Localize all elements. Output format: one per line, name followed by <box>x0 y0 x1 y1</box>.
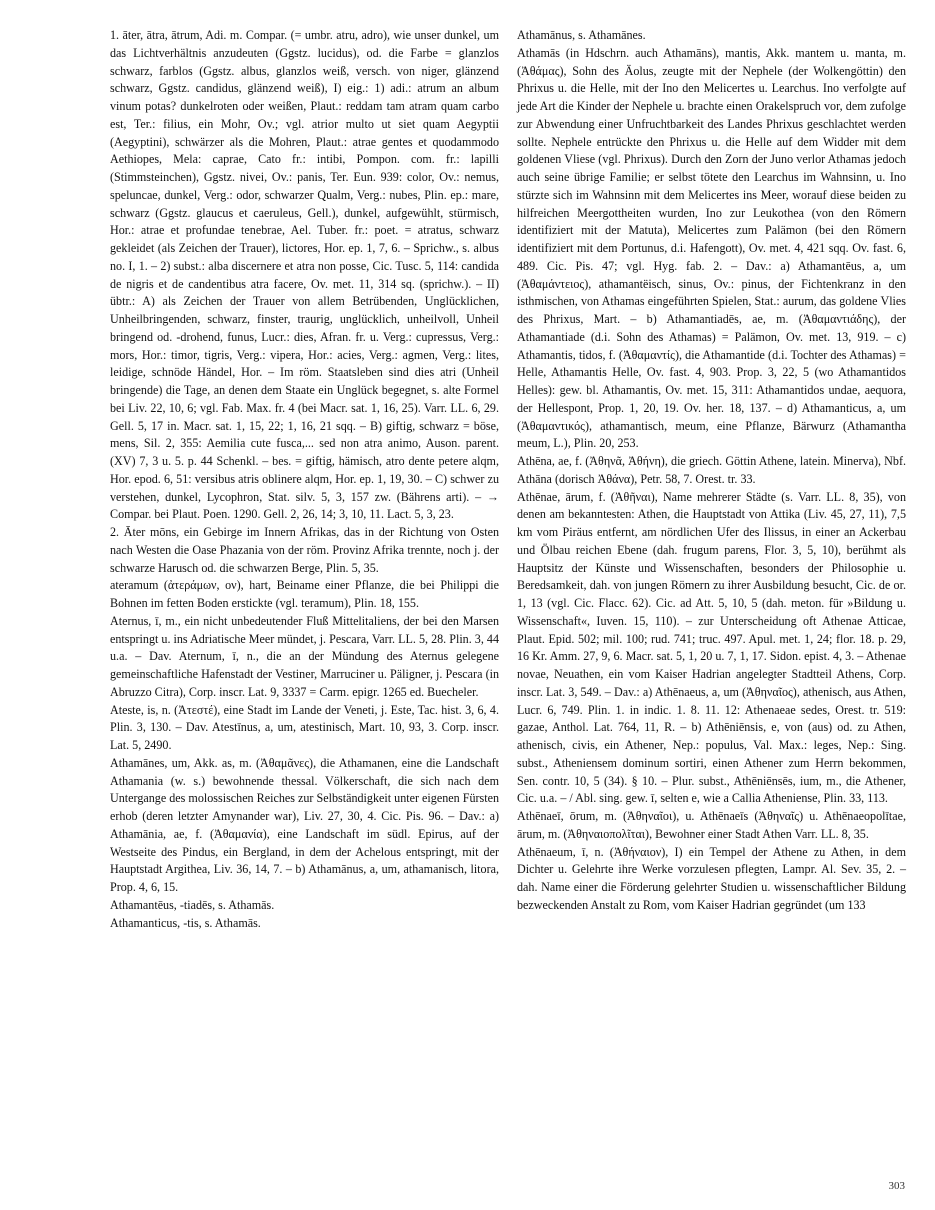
entry-athamas: Athamās (in Hdschrn. auch Athamāns), mantis, Akk. mantem u. manta, m. (Ἀθάμας), Sohn des Äolus, zeugte mit der Nephele (der Wolkengöttin) den Phrixus u. die Helle, mit der Ino den Melicertes u. Learchus. Ino verfolgte auf jede Art die Kinder der Nephele u. brachte einen Orakelspruch vor, dem zufolge zur Abwendung einer Unfruchtbarkeit des Landes Phrixus geschlachtet werden sollte. Nephele entrückte den Phrixus u. die Helle auf dem Widder mit dem goldenen Vliese (vgl. Phrixus). Durch den Zorn der Juno verlor Athamas jedoch auch seine übrige Familie; er selbst tötete den Learchus im Wahnsinn, u. Ino stürzte sich im Wahnsinn mit dem Melicertes ins Meer, worauf diese beiden zu hilfreichen Meergottheiten wurden, Ino zur Leukothea (von den Römern identifiziert mit der Matuta), Melicertes zum Palämon (bei den Römern identifiziert mit dem Portunus, d.i. Hafengott), Ov. met. 4, 421 sqq. Ov. fast. 6, 489. Cic. Pis. 47; vgl. Hyg. fab. 2. – Dav.: a) Athamantēus, a, um (Ἀθαμάντειος), athamantëisch, sinus, Ov.: pinus, der Fichtenkranz in den isthmischen, von Athamas eingeführten Spielen, Stat.: aurum, das goldene Vlies des Phrixus, Mart. – b) Athamantiadēs, ae, m. (Ἀθαμαντιάδης), der Athamantiade (d.i. Sohn des Athamas) = Palämon, Ov. met. 13, 919. – c) Athamantis, tidos, f. (Ἀθαμαντίς), die Athamantide (d.i. Tochter des Athamas) = Helle, Athamantis Helle, Ov. fast. 4, 903. Prop. 3, 22, 5 (wo Athamantidos Helles): gew. bl. Athamantis, Ov. met. 15, 311: Athamantidos undae, aequora, der Hellespont, Prop. 1, 20, 19. Ov. her. 18, 137. – d) Athamanticus, a, um (Ἀθαμαντικός), athamantisch, meum, eine Pflanze, Bärwurz (Athamantha meum, L.), Plin. 20, 253. <box>517 45 906 451</box>
entry-athenaei: Athēnaeī, ōrum, m. (Ἀθηναῖοι), u. Athēnaeīs (Ἀθηναῖς) u. Athēnaeopolītae, ārum, m. (Ἀθηναιοπολῖται), Bewohner einer Stadt Athen Varr. LL. 8, 35. <box>517 809 906 841</box>
entry-athamanteus: Athamantēus, -tiadēs, s. Athamās. <box>110 897 275 912</box>
entry-athamanus: Athamānus, s. Athamānes. <box>517 28 646 42</box>
left-column <box>110 27 499 932</box>
page-number: 303 <box>888 1180 905 1192</box>
entry-athena: Athēna, ae, f. (Ἀθηνᾶ, Ἀθήνη), die griech. Göttin Athene, latein. Minerva), Nbf. Athāna (dorisch Ἀθάνα), Petr. 58, 7. Orest. tr. 33. <box>517 454 906 486</box>
entry-ateramum: ateramum (ἀτεράμων, ον), hart, Beiname einer Pflanze, die bei Philippi die Bohnen im fetten Boden erstickte (vgl. teramum), Plin. 18, 155. <box>110 578 499 610</box>
entry-aternus: Aternus, ī, m., ein nicht unbedeutender Fluß Mittelitaliens, der bei den Marsen entspringt u. ins Adriatische Meer mündet, j. Pescara, Varr. LL. 5, 28. Plin. 3, 44 u.a. – Dav. Aternum, ī, n., die an der Mündung des Aternus gelegene gemeinschaftliche Hafenstadt der Vestiner, Marruciner u. Päligner, j. Pescara (in Abruzzo Citra), Corp. inscr. Lat. 9, 3337 = Carm. epigr. 1265 ed. Buecheler. <box>110 613 499 699</box>
entry-ater-mons: 2. Āter mōns, ein Gebirge im Innern Afrikas, das in der Richtung von Osten nach Westen die Oase Phazania von der röm. Provinz Afrika trennte, noch j. der schwarze Harusch od. die schwarzen Berge, Plin. 5, 35. <box>110 525 499 575</box>
entry-athenaeum: Athēnaeum, ī, n. (Ἀθήναιον), I) ein Tempel der Athene zu Athen, in dem Dichter u. Gelehrte ihre Werke vorzulesen pflegten, Lampr. Al. Sev. 35, 2. – dah. Name einer die Förderung gelehrter Studien u. wissenschaftlicher Bildung bezweckenden Anstalt zu Rom, vom Kaiser Hadrian gegründet (um 133 <box>517 844 906 912</box>
right-column <box>517 27 906 915</box>
entry-athamanes: Athamānes, um, Akk. as, m. (Ἀθαμᾶνες), die Athamanen, eine die Landschaft Athamania (w. s.) bewohnende thessal. Völkerschaft, die sich nach dem Untergange des molossischen Reiches zur Selbständigkeit unter eigenen Fürsten erhob (deren letzter Amynander war), Liv. 27, 30, 4. Cic. Pis. 96. – Dav.: a) Athamānia, ae, f. (Ἀθαμανία), eine Landschaft im südl. Epirus, auf der Westseite des Pindus, ein Bergland, in dem der Achelous entspringt, mit der Hauptstadt Argithea, Liv. 36, 14, 7. – b) Athamānus, a, um, athamanisch, litora, Prop. 4, 6, 15. <box>110 755 499 894</box>
entry-athamanticus: Athamanticus, -tis, s. Athamās. <box>110 915 261 930</box>
entry-ateste: Ateste, is, n. (Ἀτεστέ), eine Stadt im Lande der Veneti, j. Este, Tac. hist. 3, 6, 4. Plin. 3, 130. – Dav. Atestīnus, a, um, atestinisch, Mart. 10, 93, 3. Corp. inscr. Lat. 5, 2490. <box>110 702 499 752</box>
entry-ater: 1. āter, ātra, ātrum, Adi. m. Compar. (= umbr. atru, adro), wie unser dunkel, um das Lichtverhältnis anzudeuten (Ggstz. lucidus), od. die Farbe = glanzlos schwarz, farblos (Ggstz. albus, glanzlos weiß, versch. von niger, glänzend schwarz, Ggstz. candidus, glänzend weiß), I) eig.: 1) adi.: atrum an album vinum potas? dunkelroten oder weißen, Plaut.: reddam tam atram quam carbo est, Ter.: filius, ein Mohr, Ov.; vgl. atrior multo ut siet quam Aegyptii (Aegyptini), schwärzer als die Mohren, Plaut.: atrae gentes et quodammodo Aethiopes, Mela: caprae, Cato fr.: intibi, Pompon. com. fr.: lapilli (Stimmsteinchen), Ggstz. nivei, Ov.: panis, Ter. Eun. 939: color, Ov.: nemus, speluncae, dunkel, Verg.: odor, schwarzer Qualm, Verg.: nubes, Plin. ep.: mare, schwarz (Ggstz. glaucus et caeruleus, Gell.), dunkel, aufgewühlt, stürmisch, Hor.: atrae et profundae tenebrae, Ael. Tuber. fr.: poet. = atratus, schwarz gekleidet (als Zeichen der Trauer), lictores, Hor. ep. 1, 7, 6. – Sprichw., s. albus no. I, 1. – 2) subst.: alba discernere et atra non posse, Cic. Tusc. 5, 114: candida de nigris et de candentibus atra facere, Ov. met. 11, 314 sq. (sprichw.). – II) übtr.: A) als Zeichen der Trauer von allem Betrübenden, Unglücklichen, Unheilbringenden, schwarz, finster, traurig, unglücklich, unheilvoll, Unheil bringend od. -drohend, funus, Lucr.: dies, Afran. fr. u. Verg.: cupressus, Verg.: mors, Hor.: timor, tigris, Verg.: vipera, Hor.: acies, Verg.: agmen, Verg.: lites, leidige, schnöde Händel, Hor. – Im röm. Staatsleben sind dies atri (Unheil bringende) die Tage, an denen dem Staate ein Unglück begegnet, s. alte Formel bei Liv. 22, 10, 6; vgl. Fab. Max. fr. 4 (bei Macr. sat. 1, 16, 25). Varr. LL. 6, 29. Gell. 5, 17 in. Macr. sat. 1, 15, 22; 1, 16, 21 sqq. – B) giftig, schwarz = böse, mens, Sil. 2, 355: Aemilia cute fusca,... sed non atra animo, Auson. parent. (XV) 7, 3 u. 5. p. 44 Schenkl. – bes. = giftig, hämisch, atro dente petere alqm, Hor. epod. 6, 51: versibus atris oblinere alqm, Hor. ep. 1, 19, 30. – C) schwer zu verstehen, dunkel, Lycophron, Stat. silv. 5, 3, 157 zw. (Bährens arti). – → Compar. bei Plaut. Poen. 1290. Gell. 2, 26, 14; 3, 10, 11. Lact. 5, 3, 23. <box>110 28 499 522</box>
entry-athenae: Athēnae, ārum, f. (Ἀθῆναι), Name mehrerer Städte (s. Varr. LL. 8, 35), von denen am bekanntesten: Athen, die Hauptstadt von Attika (Liv. 45, 27, 11), 7,5 km vom Piräus entfernt, am nördlichen Ufer des Ilissus, in einer an Ackerbau und Ölbau reichen Ebene (dah. frugum parens, Flor. 3, 5, 10), berühmt als Hauptsitz der Künste und Wissenschaften, besonders der Philosophie u. Beredsamkeit, dah. von jungen Römern zu ihrer Ausbildung besucht, Cic. de or. 1, 13 (vgl. Cic. Flacc. 62). Cic. ad Att. 5, 10, 5 (dah. meton. für »Bildung u. Wissenschaft«, Iuven. 15, 110). – zur Unterscheidung oft Athenae Atticae, Plaut. Epid. 502; mil. 100; rud. 741; truc. 497. Apul. met. 1, 24; flor. 18. p. 29, 16 Kr. Amm. 27, 9, 6. Macr. sat. 5, 1, 20 u. 7, 1, 17. Sidon. epist. 4, 3. – Athenae novae, Neuathen, ein vom Kaiser Hadrian angelegter Stadtteil Athens, Corp. inscr. Lat. 3, 549. – Dav.: a) Athēnaeus, a, um (Ἀθηναῖος), athenisch, aus Athen, Lucr. 6, 749. Plin. 1. in indic. 1. 8. 11. 12: Athenaeae sedes, Orest. tr. 519: gazae, Anthol. Lat. 764, 11, R. – b) Athēniēnsis, e, von (aus) od. zu Athen, athenisch, civis, ein Athener, Nep.: populus, Val. Max.: leges, Nep.: Sing. subst., Atheniensem dominum sortiri, einen Athener zum Herrn bekommen, Sen. contr. 10, 5 (34). § 10. – Plur. subst., Athēniēnsēs, ium, m., die Athener, Cic. u.a. – / Abl. sing. gew. ī, selten e, wie a Callia Atheniense, Plin. 33, 113. <box>517 489 906 806</box>
